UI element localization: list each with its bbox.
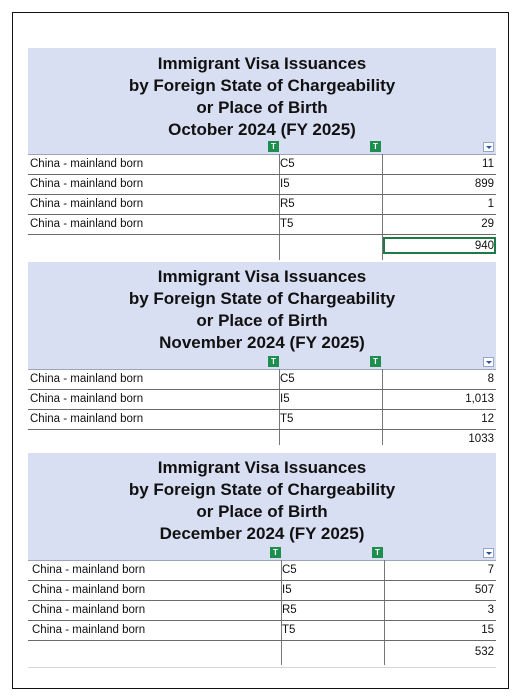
title-line-1: Immigrant Visa Issuances [157, 267, 367, 286]
title-line-3: or Place of Birth [196, 311, 328, 330]
country-cell: China - mainland born [30, 158, 144, 170]
table-row [28, 561, 496, 581]
filter-active-icon[interactable]: T [370, 141, 381, 152]
filter-row [28, 545, 496, 561]
visa-class-cell: C5 [280, 373, 295, 385]
country-cell: China - mainland born [32, 624, 146, 636]
table-row [28, 410, 496, 430]
title-line-1: Immigrant Visa Issuances [157, 458, 367, 477]
country-cell: China - mainland born [30, 393, 144, 405]
country-cell: China - mainland born [30, 373, 144, 385]
sheet-title [28, 48, 496, 139]
count-cell: 1,013 [465, 393, 494, 405]
count-cell: 7 [487, 564, 494, 576]
filter-row [28, 139, 496, 155]
filter-active-icon[interactable]: T [370, 356, 381, 367]
filter-active-icon[interactable]: T [372, 547, 383, 558]
count-cell: 3 [487, 604, 494, 616]
sheet-november [28, 262, 496, 448]
table-row [28, 390, 496, 410]
visa-class-cell: I5 [280, 393, 290, 405]
sheet-december [28, 453, 496, 661]
filter-active-icon[interactable]: T [268, 141, 279, 152]
count-cell: 8 [487, 373, 494, 385]
table-row [28, 155, 496, 175]
table-row [28, 601, 496, 621]
total-row [28, 237, 496, 255]
count-cell: 899 [474, 178, 494, 190]
sheet-title [28, 453, 496, 545]
visa-class-cell: I5 [280, 178, 290, 190]
filter-dropdown-icon[interactable] [483, 548, 494, 558]
visa-class-cell: I5 [282, 584, 292, 596]
country-cell: China - mainland born [30, 218, 144, 230]
title-line-3: or Place of Birth [196, 502, 328, 521]
visa-class-cell: C5 [280, 158, 295, 170]
count-cell: 12 [481, 413, 494, 425]
country-cell: China - mainland born [30, 413, 144, 425]
title-line-4: December 2024 (FY 2025) [159, 524, 365, 543]
visa-class-cell: T5 [280, 218, 294, 230]
table-row [28, 581, 496, 601]
total-cell[interactable]: 940 [474, 240, 494, 252]
visa-class-cell: T5 [282, 624, 296, 636]
table-row [28, 175, 496, 195]
title-line-2: by Foreign State of Chargeability [128, 289, 396, 308]
sheet-title [28, 262, 496, 354]
total-cell[interactable]: 532 [474, 646, 494, 658]
country-cell: China - mainland born [32, 564, 146, 576]
grid-line [28, 667, 496, 668]
title-line-1: Immigrant Visa Issuances [157, 54, 367, 73]
filter-dropdown-icon[interactable] [483, 142, 494, 152]
visa-class-cell: C5 [282, 564, 297, 576]
country-cell: China - mainland born [32, 604, 146, 616]
total-row [28, 643, 496, 661]
title-line-2: by Foreign State of Chargeability [128, 480, 396, 499]
visa-class-cell: R5 [280, 198, 295, 210]
count-cell: 1 [487, 198, 494, 210]
total-cell[interactable]: 1033 [468, 433, 494, 445]
visa-class-cell: R5 [282, 604, 297, 616]
visa-class-cell: T5 [280, 413, 294, 425]
count-cell: 507 [474, 584, 494, 596]
title-line-4: October 2024 (FY 2025) [168, 120, 356, 139]
title-line-3: or Place of Birth [196, 98, 328, 117]
country-cell: China - mainland born [30, 178, 144, 190]
count-cell: 29 [481, 218, 494, 230]
count-cell: 11 [482, 158, 494, 170]
title-line-4: November 2024 (FY 2025) [159, 333, 365, 352]
table-row [28, 215, 496, 235]
title-line-2: by Foreign State of Chargeability [128, 76, 396, 95]
filter-dropdown-icon[interactable] [483, 357, 494, 367]
table-row [28, 621, 496, 641]
filter-active-icon[interactable]: T [270, 547, 281, 558]
table-row [28, 370, 496, 390]
country-cell: China - mainland born [30, 198, 144, 210]
country-cell: China - mainland born [32, 584, 146, 596]
sheet-october [28, 48, 496, 255]
filter-row [28, 354, 496, 370]
table-row [28, 195, 496, 215]
total-row [28, 430, 496, 448]
count-cell: 15 [481, 624, 494, 636]
filter-active-icon[interactable]: T [268, 356, 279, 367]
